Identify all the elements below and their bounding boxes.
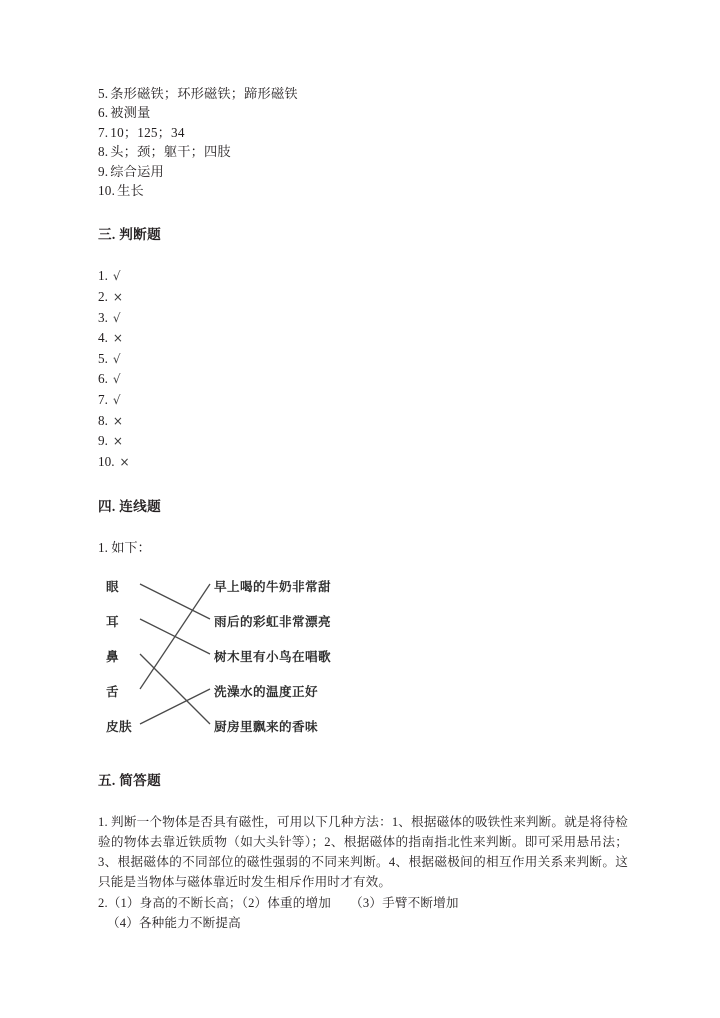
matching-left-item[interactable]: 皮肤 xyxy=(106,718,132,734)
answer-text: 被测量 xyxy=(110,105,151,121)
answer-text: 生长 xyxy=(117,183,144,199)
judge-line xyxy=(98,411,628,432)
judge-number: 3. xyxy=(98,309,108,325)
judge-mark: √ xyxy=(112,372,121,387)
judge-number: 8. xyxy=(98,412,108,428)
matching-diagram xyxy=(106,576,436,738)
matching-right-item[interactable]: 厨房里飘来的香味 xyxy=(214,718,318,734)
judge-number: 6. xyxy=(98,371,108,387)
section-heading-judge: 三. 判断题 xyxy=(98,227,161,243)
judge-mark: × xyxy=(112,290,123,305)
essay-answer-2-line2: （4）各种能力不断提高 xyxy=(107,915,241,930)
judge-mark: √ xyxy=(112,351,121,366)
judge-line xyxy=(98,431,628,452)
matching-left-item[interactable]: 舌 xyxy=(106,683,119,699)
answer-line xyxy=(98,142,628,161)
matching-right-item[interactable]: 早上喝的牛奶非常甜 xyxy=(214,578,331,594)
judge-number: 4. xyxy=(98,330,108,346)
judge-line xyxy=(98,452,628,473)
page-content xyxy=(98,84,628,933)
section-heading-essay: 五. 简答题 xyxy=(98,772,161,788)
judge-line xyxy=(98,266,628,287)
answer-number: 6. xyxy=(98,105,109,121)
answer-number: 9. xyxy=(98,163,109,179)
answer-line xyxy=(98,123,628,142)
fill-blank-answer-list xyxy=(98,84,628,200)
matching-left-item[interactable]: 眼 xyxy=(106,578,119,594)
judge-number: 7. xyxy=(98,392,108,407)
judge-line xyxy=(98,328,628,349)
matching-right-column xyxy=(214,576,436,738)
answer-number: 7. xyxy=(98,124,109,140)
answer-number: 8. xyxy=(98,144,109,160)
answer-text: 头；颈；躯干；四肢 xyxy=(110,144,231,160)
matching-left-item[interactable]: 鼻 xyxy=(106,648,119,664)
judge-mark: √ xyxy=(112,310,121,325)
judge-number: 10. xyxy=(98,453,115,469)
matching-right-item[interactable]: 雨后的彩虹非常漂亮 xyxy=(214,613,331,629)
essay-answer-2-line1: 2.（1）身高的不断长高；（2）体重的增加 （3）手臂不断增加 xyxy=(98,895,459,910)
answer-number: 5. xyxy=(98,86,109,101)
judge-mark: √ xyxy=(112,269,121,284)
judge-mark: × xyxy=(119,454,130,469)
section-heading-matching: 四. 连线题 xyxy=(98,499,161,515)
answer-text: 10；125；34 xyxy=(110,124,185,140)
judge-mark: √ xyxy=(112,393,121,407)
judge-mark: × xyxy=(112,413,123,428)
matching-right-item[interactable]: 洗澡水的温度正好 xyxy=(214,683,318,699)
judge-line xyxy=(98,287,628,308)
matching-intro: 1. 如下： xyxy=(98,540,151,556)
judge-number: 2. xyxy=(98,289,108,305)
judge-line xyxy=(98,390,628,411)
judge-number: 5. xyxy=(98,350,108,366)
answer-number: 10. xyxy=(98,183,116,199)
answer-line xyxy=(98,84,628,103)
essay-answers xyxy=(98,812,628,933)
judge-number: 9. xyxy=(98,433,108,449)
judge-mark: × xyxy=(112,434,123,449)
judge-number: 1. xyxy=(98,268,108,284)
matching-left-item[interactable]: 耳 xyxy=(106,613,119,629)
judge-line xyxy=(98,349,628,370)
essay-answer-1: 1. 判断一个物体是否具有磁性，可用以下几种方法：1、根据磁体的吸铁性来判断。就是将待检验的物体去靠近铁质物（如大头针等）；2、根据磁体的指南指北性来判断。即可采用悬吊法；3、根据磁体的不同部位的磁性强弱的不同来判断。4、根据磁极间的相互作用关系来判断。这只能是当物体与磁体靠近时发生相斥作用时才有效。 xyxy=(98,814,628,890)
answer-text: 综合运用 xyxy=(110,163,164,179)
answer-line xyxy=(98,181,628,200)
judge-answer-list xyxy=(98,266,628,472)
matching-left-column xyxy=(106,576,152,738)
matching-right-item[interactable]: 树木里有小鸟在唱歌 xyxy=(214,648,331,664)
judge-mark: × xyxy=(112,331,123,346)
answer-line xyxy=(98,103,628,122)
judge-line xyxy=(98,308,628,329)
answer-text: 条形磁铁；环形磁铁；蹄形磁铁 xyxy=(110,86,298,101)
judge-line xyxy=(98,369,628,390)
answer-line xyxy=(98,162,628,181)
